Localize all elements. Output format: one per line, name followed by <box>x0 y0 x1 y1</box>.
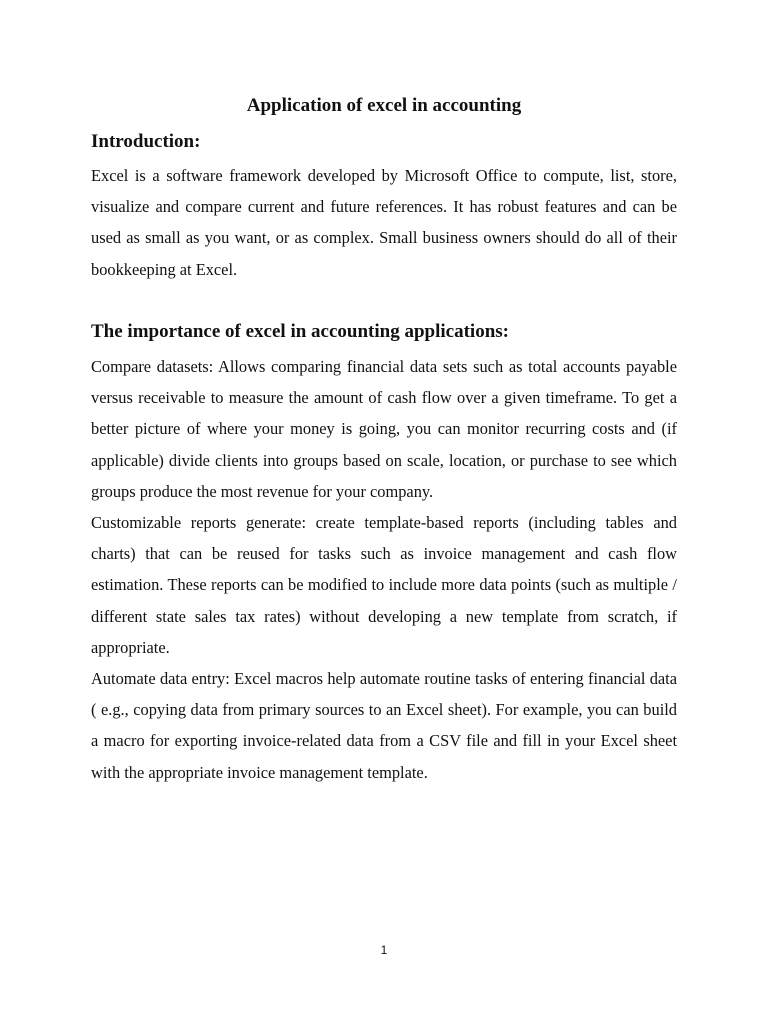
paragraph: Excel is a software framework developed by Microsoft Office to compute, list, store, visualize and compare current and future references. It has robust features and can be used as small as you want, or as complex. Small business owners should do all of their bookkeeping at Excel. <box>91 166 677 279</box>
paragraph-customizable-reports: Customizable reports generate: create template-based reports (including tables and charts) that can be reused for tasks such as invoice management and cash flow estimation. These reports can be modified to include more data points (such as multiple / different state sales tax rates) without developing a new template from scratch, if appropriate. <box>91 513 677 657</box>
page-number: 1 <box>380 943 388 957</box>
section-body-introduction <box>91 160 677 285</box>
paragraph-automate-data-entry: Automate data entry: Excel macros help automate routine tasks of entering financial data ( e.g., copying data from primary sources to an Excel sheet). For example, you can build a macro for exporting invoice-related data from a CSV file and fill in your Excel sheet with the appropriate invoice management template. <box>91 669 677 782</box>
section-heading-introduction: Introduction: <box>91 131 201 152</box>
section-body-importance <box>91 351 677 788</box>
document-title: Application of excel in accounting <box>246 95 522 116</box>
section-heading-importance: The importance of excel in accounting applications: <box>91 321 509 342</box>
paragraph-compare-datasets: Compare datasets: Allows comparing financial data sets such as total accounts payable versus receivable to measure the amount of cash flow over a given timeframe. To get a better picture of where your money is going, you can monitor recurring costs and (if applicable) divide clients into groups based on scale, location, or purchase to see which groups produce the most revenue for your company. <box>91 357 677 501</box>
